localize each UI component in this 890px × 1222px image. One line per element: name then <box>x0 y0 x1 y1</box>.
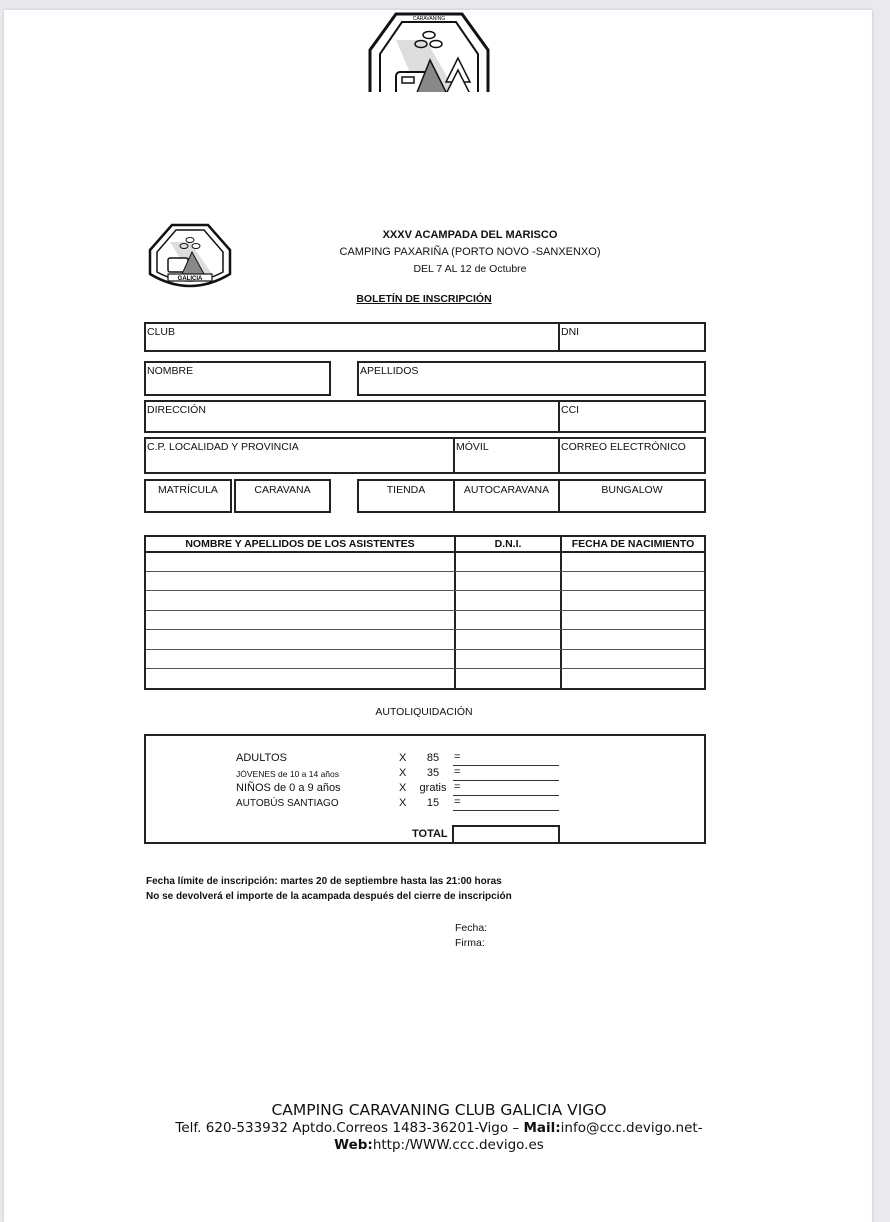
header-divider <box>146 551 704 553</box>
autobus-amount-line[interactable] <box>453 810 559 811</box>
firma-label: Firma: <box>455 937 485 949</box>
dni-field[interactable] <box>558 322 706 352</box>
autobus-x: X <box>399 797 407 809</box>
jovenes-equals: = <box>454 766 461 778</box>
event-location: CAMPING PAXARIÑA (PORTO NOVO -SANXENXO) <box>339 246 601 258</box>
correo-field[interactable] <box>558 437 706 474</box>
form-logo <box>146 222 234 294</box>
autoliquidacion-title: AUTOLIQUIDACIÓN <box>375 706 473 718</box>
club-logo-icon <box>366 10 492 92</box>
tienda-label: TIENDA <box>386 484 426 496</box>
direccion-label: DIRECCIÓN <box>147 404 206 416</box>
event-title: XXXV ACAMPADA DEL MARISCO <box>382 229 558 241</box>
table-row[interactable] <box>146 649 704 650</box>
cp-localidad-label: C.P. LOCALIDAD Y PROVINCIA <box>147 441 299 453</box>
direccion-field[interactable] <box>144 400 560 433</box>
matricula-label: MATRÍCULA <box>158 484 218 496</box>
adultos-label: ADULTOS <box>236 752 287 764</box>
table-row[interactable] <box>146 571 704 572</box>
autobus-equals: = <box>454 796 461 808</box>
adultos-x: X <box>399 752 407 764</box>
deadline-notice: Fecha límite de inscripción: martes 20 de septiembre hasta las 21:00 horas <box>146 876 502 887</box>
bungalow-field[interactable] <box>558 479 706 513</box>
document-page <box>4 10 872 1222</box>
jovenes-x: X <box>399 767 407 779</box>
footer-web <box>64 1137 814 1154</box>
adultos-equals: = <box>454 751 461 763</box>
ninos-price: gratis <box>419 782 447 794</box>
club-logo-icon <box>146 222 234 294</box>
total-label: TOTAL <box>412 828 448 840</box>
footer-mail-value[interactable]: info@ccc.devigo.net- <box>560 1120 703 1136</box>
matricula-field[interactable] <box>144 479 232 513</box>
autocaravana-field[interactable] <box>453 479 560 513</box>
jovenes-price: 35 <box>426 767 440 779</box>
autobus-price: 15 <box>426 797 440 809</box>
adultos-price: 85 <box>426 752 440 764</box>
column-header-fecha-nacimiento: FECHA DE NACIMIENTO <box>571 538 695 550</box>
footer-org: CAMPING CARAVANING CLUB GALICIA VIGO <box>271 1101 607 1119</box>
top-logo <box>366 10 492 92</box>
autoliquidacion-box <box>144 734 706 844</box>
jovenes-amount-line[interactable] <box>453 780 559 781</box>
table-row[interactable] <box>146 629 704 630</box>
ninos-amount-line[interactable] <box>453 795 559 796</box>
attendees-table <box>144 535 706 690</box>
autobus-label: AUTOBÚS SANTIAGO <box>236 798 339 809</box>
autocaravana-label: AUTOCARAVANA <box>463 484 550 496</box>
cci-field[interactable] <box>558 400 706 433</box>
movil-field[interactable] <box>453 437 560 474</box>
ninos-x: X <box>399 782 407 794</box>
tienda-field[interactable] <box>357 479 455 513</box>
table-row[interactable] <box>146 590 704 591</box>
column-header-nombre: NOMBRE Y APELLIDOS DE LOS ASISTENTES <box>185 538 415 550</box>
caravana-label: CARAVANA <box>254 484 311 496</box>
table-row[interactable] <box>146 668 704 669</box>
svg-text:GALICIA: GALICIA <box>177 276 203 282</box>
svg-text:CARAVANING: CARAVANING <box>412 16 446 22</box>
caravana-field[interactable] <box>234 479 331 513</box>
total-amount-field[interactable] <box>452 825 560 844</box>
nombre-field[interactable] <box>144 361 331 396</box>
form-title: BOLETÍN DE INSCRIPCIÓN <box>356 293 492 305</box>
footer-contact-prefix: Telf. 620-533932 Aptdo.Correos 1483-36201-Vigo – <box>175 1120 524 1136</box>
movil-label: MÓVIL <box>456 441 489 453</box>
cci-label: CCI <box>561 404 580 416</box>
event-dates: DEL 7 AL 12 de Octubre <box>413 263 527 275</box>
footer-mail-label: Mail: <box>523 1120 561 1136</box>
cp-localidad-field[interactable] <box>144 437 455 474</box>
nombre-label: NOMBRE <box>147 365 194 377</box>
ninos-label: NIÑOS de 0 a 9 años <box>236 782 341 794</box>
table-row[interactable] <box>146 610 704 611</box>
correo-label: CORREO ELECTRÓNICO <box>561 441 686 453</box>
footer-web-label: Web: <box>334 1137 373 1153</box>
club-label: CLUB <box>147 326 176 338</box>
column-header-dni: D.N.I. <box>494 538 522 550</box>
column-divider <box>560 537 562 688</box>
refund-notice: No se devolverá el importe de la acampada después del cierre de inscripción <box>146 891 512 902</box>
apellidos-field[interactable] <box>357 361 706 396</box>
footer <box>64 1101 814 1154</box>
footer-web-value[interactable]: http:/WWW.ccc.devigo.es <box>372 1137 544 1153</box>
ninos-equals: = <box>454 781 461 793</box>
bungalow-label: BUNGALOW <box>601 484 663 496</box>
column-divider <box>454 537 456 688</box>
adultos-amount-line[interactable] <box>453 765 559 766</box>
apellidos-label: APELLIDOS <box>360 365 419 377</box>
jovenes-label: JÓVENES de 10 a 14 años <box>236 769 340 779</box>
dni-label: DNI <box>561 326 580 338</box>
fecha-label: Fecha: <box>455 922 488 934</box>
club-field[interactable] <box>144 322 560 352</box>
footer-contact <box>64 1120 814 1137</box>
